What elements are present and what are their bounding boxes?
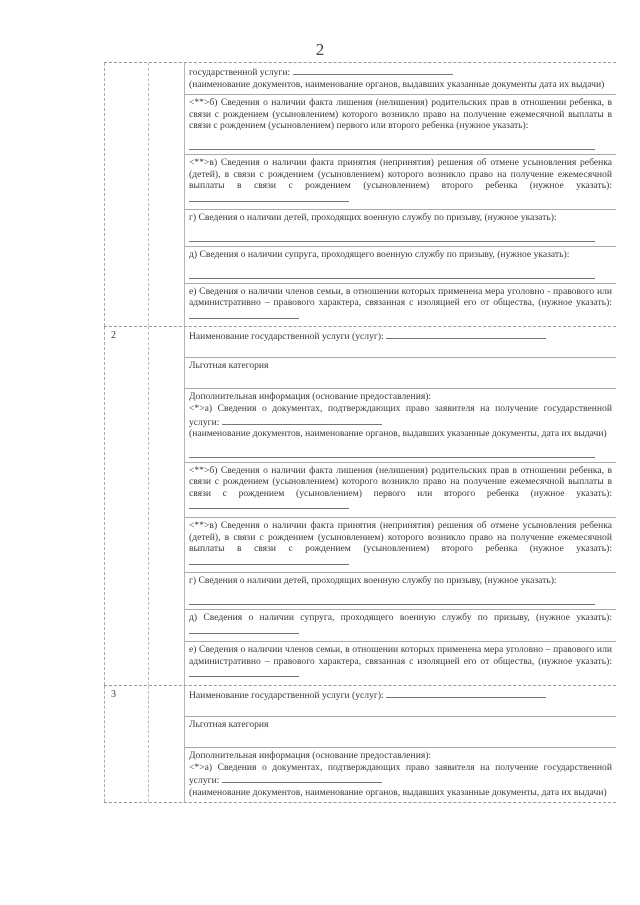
item-v-fill-line[interactable] bbox=[189, 555, 349, 565]
item-v-text: <**>в) Сведения о наличии факта принятия (непринятия) решения об отмене усыновления ребенка (детей), в связи с рождением (усыновлением) которого возникло право на получение ежемесячной выплаты в связи с рождением (усыновлением) второго ребенка (нужное указать): bbox=[189, 156, 612, 192]
item-g-cell bbox=[185, 210, 616, 247]
item-d-cell bbox=[185, 247, 616, 284]
row-mid-cell bbox=[148, 686, 184, 802]
item-e-fill-line[interactable] bbox=[189, 667, 299, 677]
row-content-cell bbox=[184, 63, 616, 326]
item-g-text: г) Сведения о наличии детей, проходящих военную службу по призыву, (нужное указать): bbox=[189, 575, 557, 587]
item-d-fill-line[interactable] bbox=[189, 269, 595, 279]
gov-service-label: государственной услуги: bbox=[189, 67, 291, 78]
row-content-cell bbox=[184, 686, 616, 802]
docs-fill-line[interactable] bbox=[189, 448, 595, 458]
item-b-cell bbox=[185, 95, 616, 155]
category-cell bbox=[185, 717, 616, 748]
item-e-fill-line[interactable] bbox=[189, 309, 299, 319]
item-g-fill-line[interactable] bbox=[189, 232, 595, 242]
item-d-text: д) Сведения о наличии супруга, проходящего военную службу по призыву, (нужное указать): bbox=[189, 248, 570, 260]
docs-note: (наименование документов, наименование органов, выдавших указанные документы, дата их выдачи) bbox=[189, 428, 607, 440]
category-label: Льготная категория bbox=[189, 719, 269, 730]
row-number: 2 bbox=[111, 330, 116, 342]
item-v-fill-line[interactable] bbox=[189, 192, 349, 202]
service-name-cell bbox=[185, 686, 616, 717]
page-number: 2 bbox=[315, 40, 325, 59]
item-v-cell bbox=[185, 155, 616, 210]
item-v-text: <**>в) Сведения о наличии факта принятия (непринятия) решения об отмене усыновления ребенка (детей), в связи с рождением (усыновлением) которого возникло право на получение ежемесячной выплаты в связи с рождением (усыновлением) второго ребенка (нужное указать): bbox=[189, 520, 612, 555]
additional-info-label: Дополнительная информация (основание предоставления): bbox=[189, 750, 432, 761]
service-name-label: Наименование государственной услуги (услуг): bbox=[189, 690, 384, 701]
row-mid-cell bbox=[148, 63, 184, 326]
category-cell bbox=[185, 358, 616, 389]
additional-info-label: Дополнительная информация (основание предоставления): bbox=[189, 391, 432, 403]
table-bottom-border bbox=[104, 802, 616, 803]
category-label: Льготная категория bbox=[189, 360, 269, 372]
table-row-continuation bbox=[104, 62, 616, 326]
item-b-fill-line[interactable] bbox=[189, 140, 595, 150]
item-b-fill-line[interactable] bbox=[189, 499, 349, 509]
additional-info-cell bbox=[185, 389, 616, 462]
row-number-cell bbox=[104, 63, 148, 326]
item-b-text: <**>б) Сведения о наличии факта лишения (нелишения) родительских прав в отношении ребенка, в связи с рождением (усыновлением) которого возникло право на получение ежемесячной выплаты в связи с рождением (усыновлением) первого или второго ребенка (нужное указать): bbox=[189, 97, 612, 132]
row-number-cell bbox=[104, 686, 148, 802]
service-name-cell bbox=[185, 327, 616, 358]
service-name-fill-line[interactable] bbox=[386, 688, 546, 698]
item-e-text: е) Сведения о наличии членов семьи, в отношении которых применена мера уголовно – правового или административно – правового характера, связанная с изоляцией его от общества, (нужное указать): bbox=[189, 644, 612, 667]
item-g-text: г) Сведения о наличии детей, проходящих военную службу по призыву, (нужное указать): bbox=[189, 212, 557, 224]
service-name-fill-line[interactable] bbox=[386, 329, 546, 339]
item-e-cell bbox=[185, 284, 616, 327]
docs-note: (наименование документов, наименование органов, выдавших указанные документы дата их выдачи) bbox=[189, 78, 605, 90]
row-mid-cell bbox=[148, 327, 184, 685]
row-content-cell bbox=[184, 327, 616, 685]
row-number: 3 bbox=[111, 689, 116, 700]
table-row bbox=[104, 685, 616, 802]
row-number-cell bbox=[104, 327, 148, 685]
item-d-cell bbox=[185, 610, 616, 642]
item-a-fill-line[interactable] bbox=[222, 415, 382, 425]
item-g-cell bbox=[185, 573, 616, 610]
additional-info-cell bbox=[185, 748, 616, 802]
item-v-cell bbox=[185, 518, 616, 573]
service-name-label: Наименование государственной услуги (услуг): bbox=[189, 331, 384, 343]
item-g-fill-line[interactable] bbox=[189, 595, 595, 605]
gov-service-fill-line[interactable] bbox=[293, 65, 453, 75]
docs-note: (наименование документов, наименование органов, выдавших указанные документы, дата их выдачи) bbox=[189, 786, 607, 798]
item-a-fill-line[interactable] bbox=[222, 773, 382, 783]
table-row bbox=[104, 326, 616, 685]
item-e-text: е) Сведения о наличии членов семьи, в отношении которых применена мера уголовно - правового или административно – правового характера, связанная с изоляцией его от общества, (нужное указать): bbox=[189, 285, 612, 309]
item-d-fill-line[interactable] bbox=[189, 624, 299, 634]
item-d-text: д) Сведения о наличии супруга, проходящего военную службу по призыву, (нужное указать): bbox=[189, 612, 612, 624]
item-b-text: <**>б) Сведения о наличии факта лишения (нелишения) родительских прав в отношении ребенка, в связи с рождением (усыновлением) которого возникло право на получение ежемесячной выплаты в связи с рождением (усыновлением) первого или второго ребенка (нужное указать): bbox=[189, 464, 612, 499]
item-a-text: <*>а) Сведения о документах, подтверждающих право заявителя на получение государственной услуги: bbox=[189, 402, 612, 428]
item-a-text: <*>а) Сведения о документах, подтверждающих право заявителя на получение государственной услуги: bbox=[189, 761, 612, 787]
item-e-cell bbox=[185, 642, 616, 685]
gov-service-docs-cell bbox=[185, 63, 616, 95]
services-table bbox=[104, 62, 616, 803]
item-b-cell bbox=[185, 463, 616, 518]
